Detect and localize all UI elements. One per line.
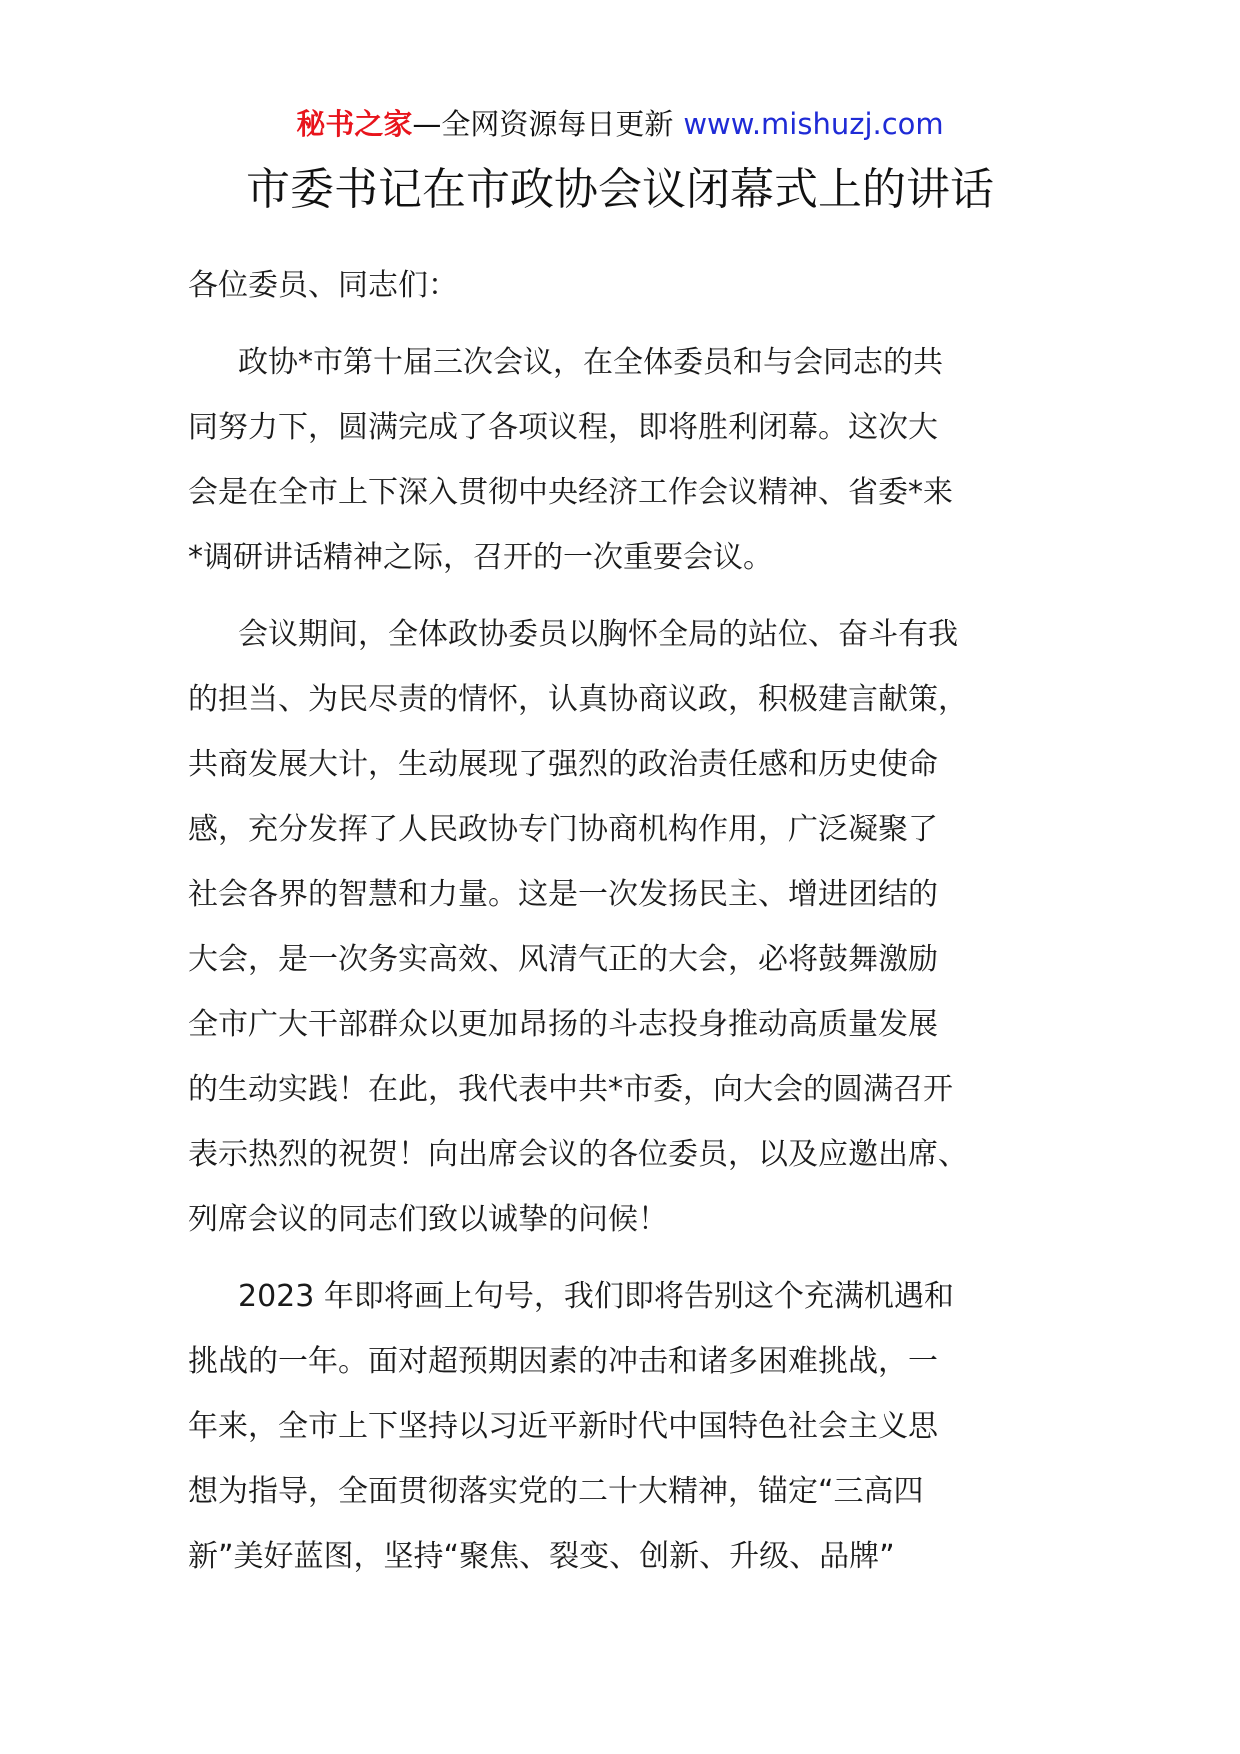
brand-name: 秘书之家 [296, 107, 413, 141]
paragraph-line: 同努力下，圆满完成了各项议程，即将胜利闭幕。这次大 [188, 410, 938, 445]
site-url-link[interactable]: www.mishuzj.com [683, 107, 944, 141]
document-body [188, 254, 1054, 1601]
paragraph-line: 大会，是一次务实高效、风清气正的大会，必将鼓舞激励 [188, 942, 938, 977]
site-header [0, 104, 1240, 144]
paragraph-line: 想为指导，全面贯彻落实党的二十大精神，锚定“三高四 [188, 1474, 924, 1509]
paragraph-3 [188, 1264, 1054, 1589]
paragraph-line: 2023 年即将画上句号，我们即将告别这个充满机遇和 [238, 1279, 954, 1314]
paragraph-line: 年来，全市上下坚持以习近平新时代中国特色社会主义思 [188, 1409, 938, 1444]
paragraph-line: 表示热烈的祝贺！向出席会议的各位委员，以及应邀出席、 [188, 1137, 968, 1172]
paragraph-line: 的生动实践！在此，我代表中共*市委，向大会的圆满召开 [188, 1072, 953, 1107]
paragraph-line: 会议期间，全体政协委员以胸怀全局的站位、奋斗有我 [238, 617, 958, 652]
paragraph-line: 会是在全市上下深入贯彻中央经济工作会议精神、省委*来 [188, 475, 953, 510]
paragraph-1 [188, 330, 1054, 590]
paragraph-line: 新”美好蓝图，坚持“聚焦、裂变、创新、升级、品牌” [188, 1539, 895, 1574]
paragraph-line: 挑战的一年。面对超预期因素的冲击和诸多困难挑战，一 [188, 1344, 938, 1379]
document-title: 市委书记在市政协会议闭幕式上的讲话 [246, 164, 994, 215]
paragraph-line: 政协*市第十届三次会议，在全体委员和与会同志的共 [238, 345, 943, 380]
header-tagline: —全网资源每日更新 [412, 107, 674, 141]
paragraph-line: 感，充分发挥了人民政协专门协商机构作用，广泛凝聚了 [188, 812, 938, 847]
salutation: 各位委员、同志们： [188, 268, 458, 303]
paragraph-line: 全市广大干部群众以更加昂扬的斗志投身推动高质量发展 [188, 1007, 938, 1042]
paragraph-line: 列席会议的同志们致以诚挚的问候！ [188, 1202, 668, 1237]
paragraph-line: *调研讲话精神之际，召开的一次重要会议。 [188, 540, 773, 575]
paragraph-line: 共商发展大计，生动展现了强烈的政治责任感和历史使命 [188, 747, 938, 782]
paragraph-line: 的担当、为民尽责的情怀，认真协商议政，积极建言献策， [188, 682, 968, 717]
paragraph-line: 社会各界的智慧和力量。这是一次发扬民主、增进团结的 [188, 877, 938, 912]
paragraph-2 [188, 602, 1054, 1252]
